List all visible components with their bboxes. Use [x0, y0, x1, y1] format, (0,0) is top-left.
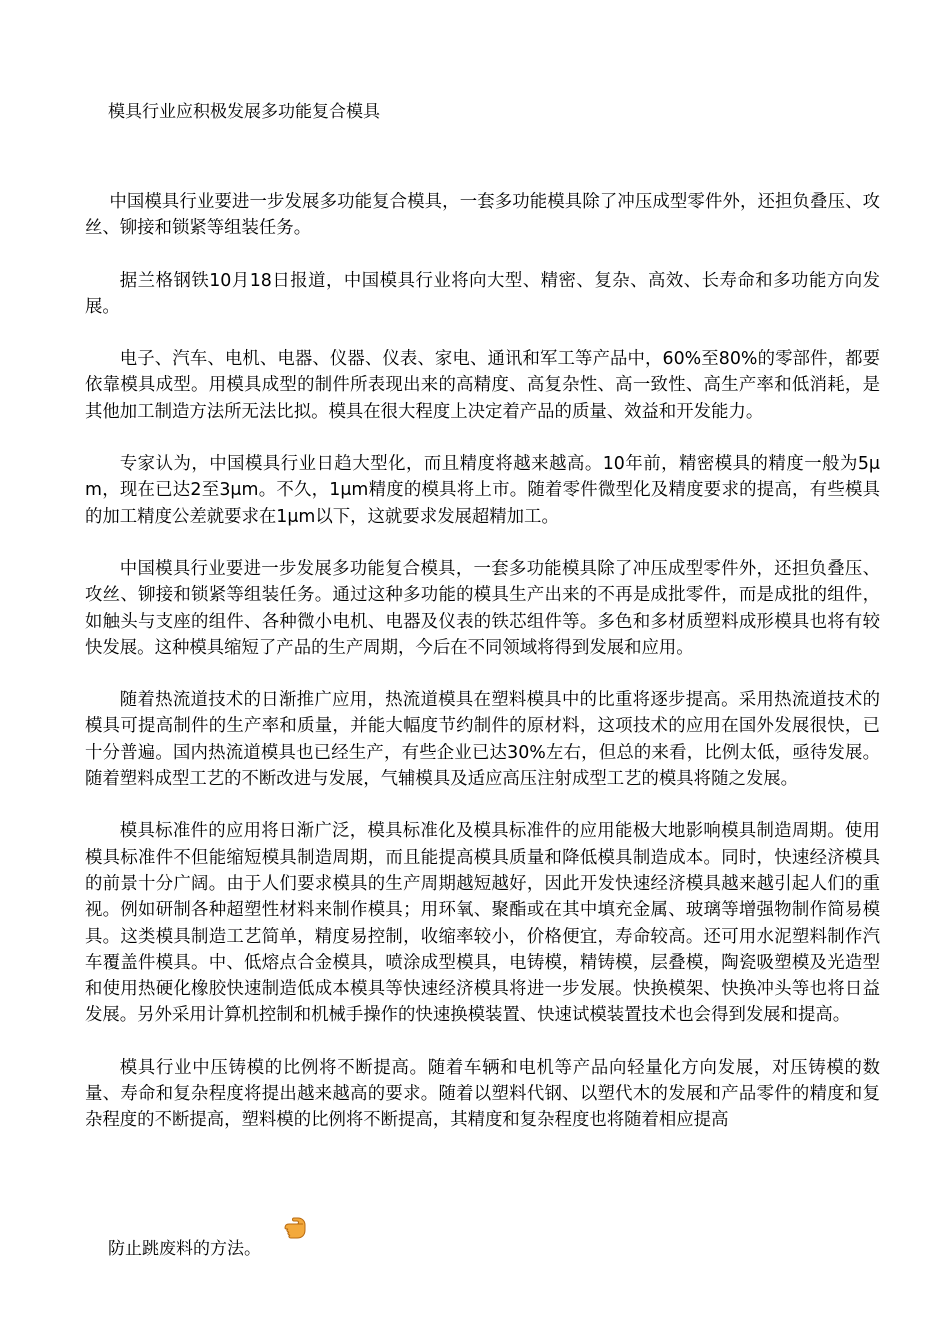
- paragraph-5: 中国模具行业要进一步发展多功能复合模具，一套多功能模具除了冲压成型零件外，还担负叠压、攻丝、铆接和锁紧等组装任务。通过这种多功能的模具生产出来的不再是成批零件，而是成批的组件，如触头与支座的组件、各种微小电机、电器及仪表的铁芯组件等。多色和多材质塑料成形模具也将有较快发展。这种模具缩短了产品的生产周期，今后在不同领域将得到发展和应用。: [85, 558, 880, 658]
- paragraph-4: 专家认为，中国模具行业日趋大型化，而且精度将越来越高。10年前，精密模具的精度一般为5μm，现在已达2至3μm。不久，1μm精度的模具将上市。随着零件微型化及精度要求的提高，有些模具的加工精度公差就要求在1μm以下，这就要求发展超精加工。: [85, 454, 880, 527]
- paragraph-6: 随着热流道技术的日渐推广应用，热流道模具在塑料模具中的比重将逐步提高。采用热流道技术的模具可提高制件的生产率和质量，并能大幅度节约制件的原材料，这项技术的应用在国外发展很快，已十分普遍。国内热流道模具也已经生产，有些企业已达30%左右，但总的来看，比例太低，亟待发展。随着塑料成型工艺的不断改进与发展，气辅模具及适应高压注射成型工艺的模具将随之发展。: [85, 690, 880, 790]
- document-body: [85, 189, 880, 1160]
- paragraph-8: 模具行业中压铸模的比例将不断提高。随着车辆和电机等产品向轻量化方向发展，对压铸模的数量、寿命和复杂程度将提出越来越高的要求。随着以塑料代钢、以塑代木的发展和产品零件的精度和复杂程度的不断提高，塑料模的比例将不断提高，其精度和复杂程度也将随着相应提高: [85, 1057, 880, 1131]
- document-title: 模具行业应积极发展多功能复合模具: [108, 102, 380, 122]
- pointing-hand-icon[interactable]: [283, 1217, 307, 1239]
- footer-link-text[interactable]: 防止跳废料的方法。: [108, 1239, 261, 1259]
- paragraph-7: 模具标准件的应用将日渐广泛，模具标准化及模具标准件的应用能极大地影响模具制造周期。使用模具标准件不但能缩短模具制造周期，而且能提高模具质量和降低模具制造成本。同时，快速经济模具的前景十分广阔。由于人们要求模具的生产周期越短越好，因此开发快速经济模具越来越引起人们的重视。例如研制各种超塑性材料来制作模具；用环氧、聚酯或在其中填充金属、玻璃等增强物制作简易模具。这类模具制造工艺简单，精度易控制，收缩率较小，价格便宜，寿命较高。还可用水泥塑料制作汽车覆盖件模具。中、低熔点合金模具，喷涂成型模具，电铸模，精铸模，层叠模，陶瓷吸塑模及光造型和使用热硬化橡胶快速制造低成本模具等快速经济模具将进一步发展。快换模架、快换冲头等也将日益发展。另外采用计算机控制和机械手操作的快速换模装置、快速试模装置技术也会得到发展和提高。: [85, 821, 880, 1026]
- paragraph-1: 中国模具行业要进一步发展多功能复合模具，一套多功能模具除了冲压成型零件外，还担负叠压、攻丝、铆接和锁紧等组装任务。: [85, 192, 880, 239]
- paragraph-3: 电子、汽车、电机、电器、仪器、仪表、家电、通讯和军工等产品中，60%至80%的零部件，都要依靠模具成型。用模具成型的制件所表现出来的高精度、高复杂性、高一致性、高生产率和低消耗，是其他加工制造方法所无法比拟。模具在很大程度上决定着产品的质量、效益和开发能力。: [85, 349, 880, 422]
- paragraph-2: 据兰格钢铁10月18日报道，中国模具行业将向大型、精密、复杂、高效、长寿命和多功能方向发展。: [85, 270, 880, 317]
